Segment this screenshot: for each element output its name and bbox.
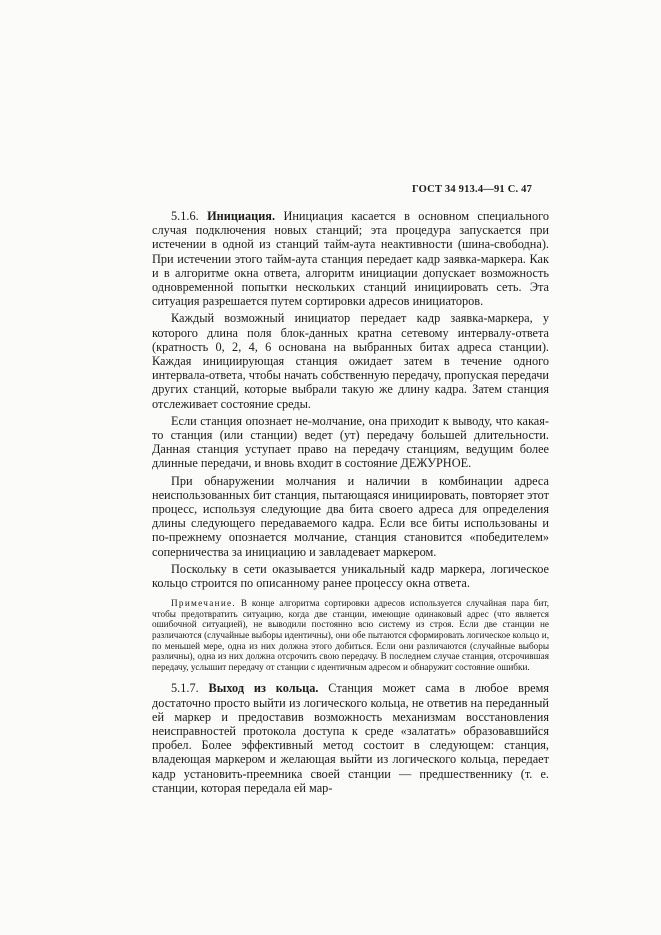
section-5-1-7-paragraph-1	[152, 681, 549, 795]
section-5-1-6-paragraph-1	[152, 209, 549, 308]
page-header: ГОСТ 34 913.4—91 С. 47	[412, 184, 533, 195]
section-number: 5.1.6.	[171, 209, 199, 223]
section-number: 5.1.7.	[171, 681, 199, 696]
note-label: Примечание.	[171, 598, 237, 609]
note-text: В конце алгоритма сортировки адресов используется случайная пара бит, чтобы предотвратить ситуацию, когда две станции, имеющие одинаковый адрес (что является ошибочной ситуацией), не выводили постоянно всю систему из строя. Если две станции не различаются (случайные выборы идентичны), они обе пытаются сформировать логическое кольцо и, по меньшей мере, одна из них должна этого добиться. Если они различаются (случайные выборы различны), одна из них должна отсрочить свою передачу. В последнем случае станция, отсрочившая передачу, услышит передачу от станции с идентичным адресом и обнаружит состояние ошибки.	[152, 598, 549, 672]
section-heading: Инициация.	[207, 209, 276, 223]
note-block	[152, 598, 549, 672]
section-5-1-6-paragraph-5: Поскольку в сети оказывается уникальный кадр маркера, логическое кольцо строится по описанному ранее процессу окна ответа.	[152, 561, 549, 591]
paragraph-text: Станция может сама в любое время достаточно просто выйти из логического кольца, не ответив на переданный ей маркер и предоставив возможность механизмам восстановления неисправностей протокола доступа к среде «залатать» образовавшийся пробел. Более эффективный метод состоит в следующем: станция, владеющая маркером и желающая выйти из логического кольца, передает кадр установить-преемника своей станции — предшественнику (т. е. станции, которая передала ей мар-	[152, 681, 550, 795]
page-body	[152, 209, 549, 798]
section-5-1-6-paragraph-4: При обнаружении молчания и наличии в комбинации адреса неиспользованных бит станция, пытающаяся инициировать, повторяет этот процесс, используя следующие два бита своего адреса для определения длины следующего передаваемого кадра. Если все биты использованы и по-прежнему опознается молчание, станция становится «победителем» соперничества за инициацию и завладевает маркером.	[152, 473, 549, 559]
section-heading: Выход из кольца.	[208, 681, 319, 696]
section-5-1-6-paragraph-3: Если станция опознает не-молчание, она приходит к выводу, что какая-то станция (или станции) ведет (ут) передачу большей длительности. Данная станция уступает право на передачу станциям, ведущим более длинные передачи, и вновь входит в состояние ДЕЖУРНОЕ.	[152, 413, 549, 471]
section-5-1-6-paragraph-2: Каждый возможный инициатор передает кадр заявка-маркера, у которого длина поля блок-данных кратна сетевому интервалу-ответа (кратность 0, 2, 4, 6 основана на выбранных битах адреса станции). Каждая инициирующая станция ожидает затем в течение одного интервала-ответа, чтобы начать собственную передачу, пропуская передачи других станций, которые выбрали такую же длину кадра. Затем станция отслеживает состояние среды.	[152, 311, 549, 411]
paragraph-text: Инициация касается в основном специального случая подключения новых станций; эта процедура запускается при истечении в одной из станций тайм-аута неактивности (шина-свободна). При истечении этого тайм-аута станция передает кадр заявка-маркера. Как и в алгоритме окна ответа, алгоритм инициации допускает возможность одновременной попытки нескольких станций инициировать сеть. Эта ситуация разрешается путем сортировки адресов инициаторов.	[152, 209, 550, 309]
